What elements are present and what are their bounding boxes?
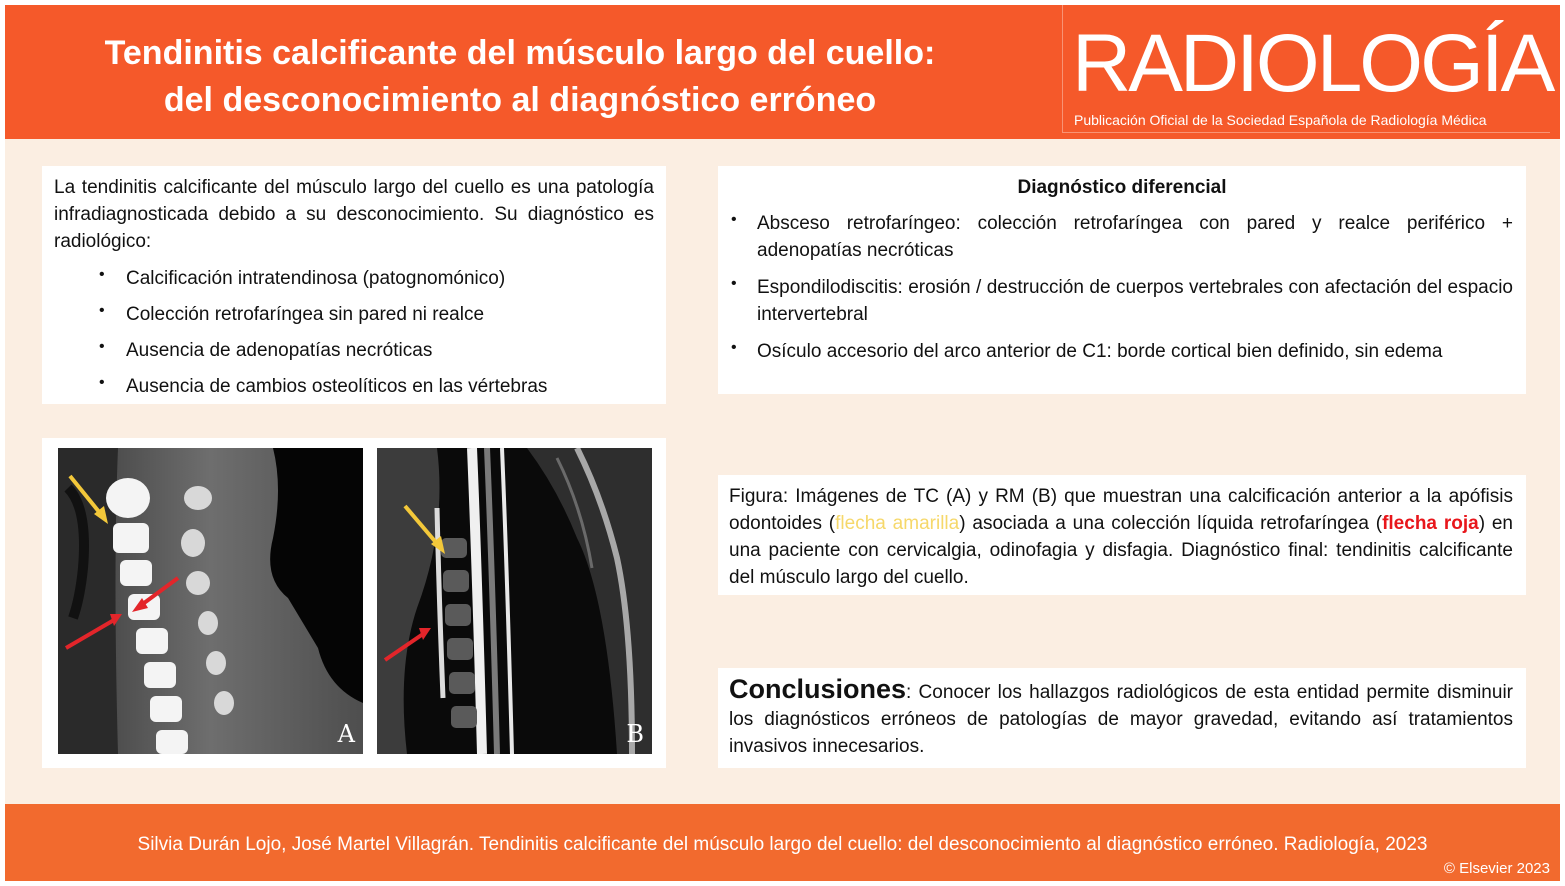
journal-logo: RADIOLOGÍA (1072, 18, 1553, 109)
differential-item: • Absceso retrofaríngeo: colección retrofaríngea con pared y realce periférico + adenopatías necróticas (731, 210, 1513, 264)
criteria-item: • Colección retrofaríngea sin pared ni realce (54, 301, 654, 328)
ct-scan-illustration (58, 448, 363, 754)
criteria-item: • Calcificación intratendinosa (patognomónico) (54, 265, 654, 292)
differential-panel (718, 166, 1526, 394)
criteria-item: • Ausencia de cambios osteolíticos en las vértebras (54, 373, 654, 400)
differential-item: • Espondilodiscitis: erosión / destrucción de cuerpos vertebrales con afectación del espacio intervertebral (731, 274, 1513, 328)
differential-list (731, 210, 1513, 365)
footer-banner (5, 804, 1560, 881)
copyright: © Elsevier 2023 (1443, 860, 1550, 877)
differential-item: • Osículo accesorio del arco anterior de C1: borde cortical bien definido, sin edema (731, 338, 1513, 365)
figure-caption (729, 483, 1513, 591)
diagnosis-criteria-list (54, 265, 654, 400)
conclusions-panel (718, 668, 1526, 768)
mri-image (377, 448, 652, 754)
conclusions-heading: Conclusiones (729, 674, 907, 704)
title-line-2: del desconocimiento al diagnóstico erróneo (163, 81, 877, 119)
caption-yellow-arrow-label: flecha amarilla (835, 513, 960, 534)
mri-scan-illustration (377, 448, 652, 754)
image-label-a: A (337, 720, 355, 748)
caption-text-3: ) en una paciente con cervicalgia, odinofagia y disfagia. Diagnóstico final: tendinitis calcificante del músculo largo del cuello. (729, 513, 1513, 588)
title-line-1: Tendinitis calcificante del músculo largo del cuello: (104, 34, 936, 72)
poster-title (20, 30, 1020, 124)
journal-subtitle: Publicación Oficial de la Sociedad Española de Radiología Médica (1074, 112, 1487, 128)
caption-text-2: ) asociada a una colección líquida retrofaríngea ( (959, 513, 1383, 534)
criteria-item: • Ausencia de adenopatías necróticas (54, 337, 654, 364)
figure-panel (42, 438, 666, 768)
intro-panel (42, 166, 666, 404)
conclusions-body: : Conocer los hallazgos radiológicos de esta entidad permite disminuir los diagnósticos erróneos de patologías de mayor gravedad, evitando así tratamientos invasivos innecesarios. (729, 682, 1513, 757)
caption-red-arrow-label: flecha roja (1382, 513, 1479, 534)
intro-text: La tendinitis calcificante del músculo largo del cuello es una patología infradiagnosticada debido a su desconocimiento. Su diagnóstico es radiológico: (54, 177, 654, 252)
differential-title: Diagnóstico diferencial (1017, 177, 1227, 198)
ct-image (58, 448, 363, 754)
citation: Silvia Durán Lojo, José Martel Villagrán. Tendinitis calcificante del músculo largo del cuello: del desconocimiento al diagnóstico erróneo. Radiología, 2023 (137, 834, 1428, 855)
caption-text-1: Figura: Imágenes de TC (A) y RM (B) que muestran una calcificación anterior a la apófisis odontoides ( (729, 486, 1513, 534)
conclusions-text (729, 676, 1513, 760)
image-label-b: B (626, 720, 644, 748)
figure-caption-panel (718, 475, 1526, 595)
